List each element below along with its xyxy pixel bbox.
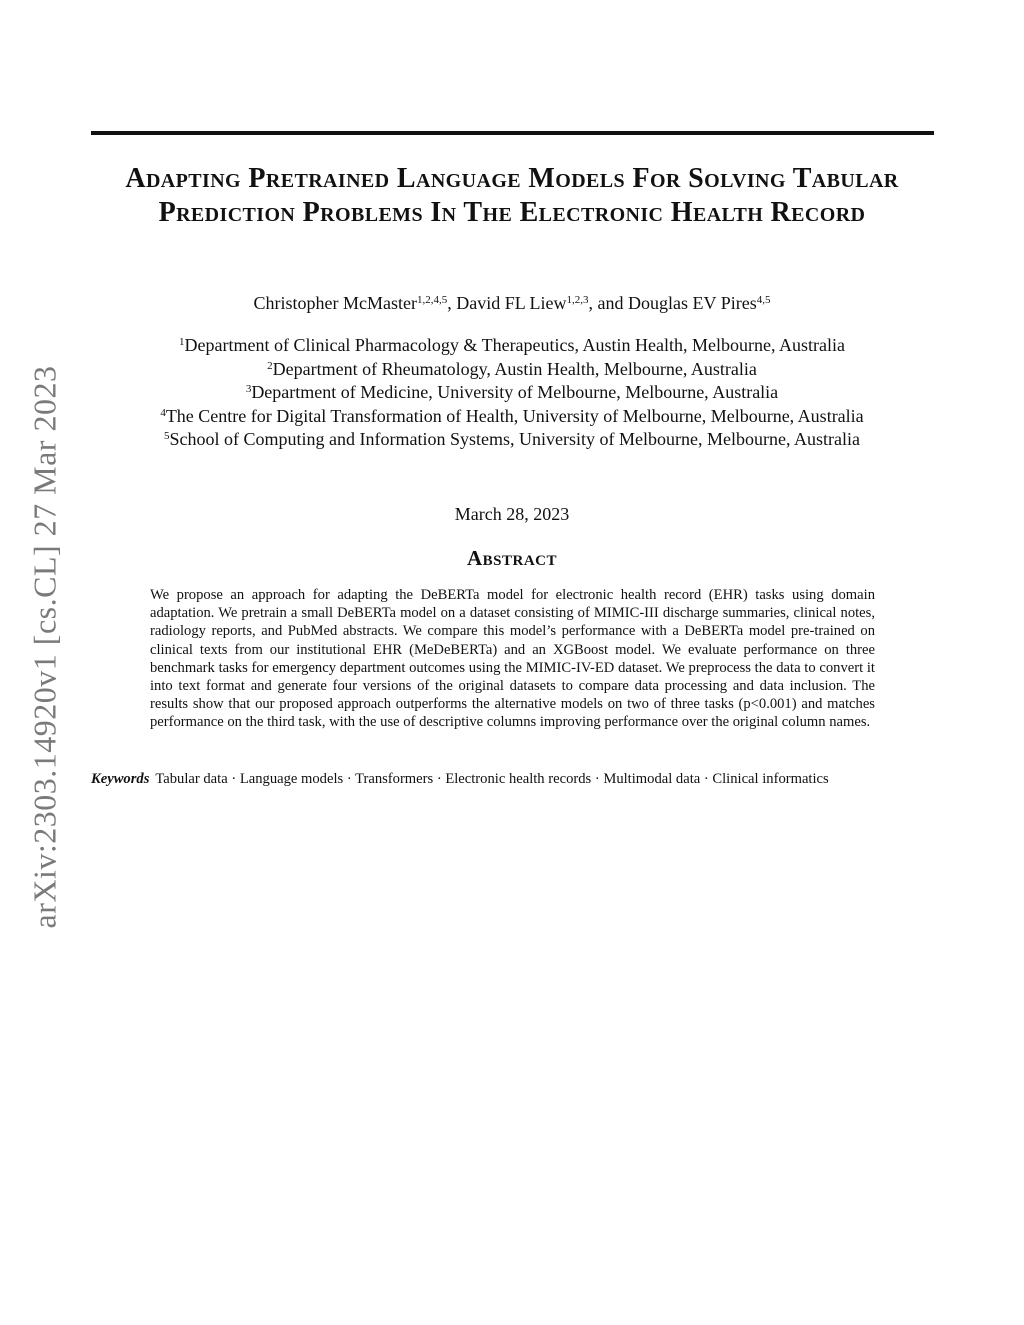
affiliation-line: [60, 428, 964, 452]
author-name: Christopher McMaster: [253, 293, 417, 313]
author-affiliation-marks: 1,2,4,5: [416, 294, 448, 306]
author-affiliation-marks: 4,5: [756, 294, 771, 306]
affiliation-line: [60, 334, 964, 358]
keywords-label: Keywords: [91, 771, 150, 787]
author-separator: , and: [588, 293, 629, 313]
affiliation-text: School of Computing and Information Systems, University of Melbourne, Melbourne, Australia: [169, 429, 860, 449]
affiliation-line: [60, 358, 964, 382]
author-list: [80, 291, 944, 315]
affiliation-number: 5: [164, 430, 170, 442]
affiliation-text: Department of Medicine, University of Melbourne, Melbourne, Australia: [251, 382, 779, 402]
paper-title: Adapting Pretrained Language Models For Solving Tabular Prediction Problems In The Electronic Health Record: [125, 163, 899, 228]
author-name: Douglas EV Pires: [628, 293, 757, 313]
keywords-text: Tabular data · Language models · Transformers · Electronic health records · Multimodal data · Clinical informatics: [155, 771, 829, 787]
title-rule: [91, 131, 934, 135]
affiliation-number: 4: [160, 406, 166, 419]
affiliation-list: [60, 334, 964, 452]
arxiv-stamp: arXiv:2303.14920v1 [cs.CL] 27 Mar 2023: [26, 365, 63, 929]
affiliation-text: The Centre for Digital Transformation of Health, University of Melbourne, Melbourne, Australia: [165, 405, 864, 426]
abstract-heading: Abstract: [466, 546, 558, 570]
affiliation-line: [60, 381, 964, 405]
affiliation-line: [60, 405, 964, 429]
affiliation-text: Department of Rheumatology, Austin Health, Melbourne, Australia: [272, 358, 757, 379]
author-name: David FL Liew: [456, 293, 567, 313]
affiliation-number: 1: [178, 336, 185, 348]
keywords-line: [91, 770, 951, 788]
author-separator: ,: [447, 293, 457, 313]
publication-date: March 28, 2023: [454, 504, 570, 524]
affiliation-number: 2: [267, 359, 273, 372]
abstract-text: We propose an approach for adapting the DeBERTa model for electronic health record (EHR) tasks using domain adaptation. We pretrain a small DeBERTa model on a dataset consisting of MIMIC-III discharge summaries, clinical notes, radiology reports, and PubMed abstracts. We compare this model’s performance with a DeBERTa model pre-trained on clinical texts from our institutional EHR (MeDeBERTa) and an XGBoost model. We evaluate performance on three benchmark tasks for emergency department outcomes using the MIMIC-IV-ED dataset. We preprocess the data to convert it into text format and generate four versions of the original datasets to compare data processing and data inclusion. The results show that our proposed approach outperforms the alternative models on two of three tasks (p<0.001) and matches performance on the third task, with the use of descriptive columns improving performance over the original column names.: [150, 587, 875, 731]
affiliation-number: 3: [245, 383, 252, 395]
author-affiliation-marks: 1,2,3: [566, 294, 589, 306]
affiliation-text: Department of Clinical Pharmacology & Therapeutics, Austin Health, Melbourne, Australia: [184, 335, 845, 355]
